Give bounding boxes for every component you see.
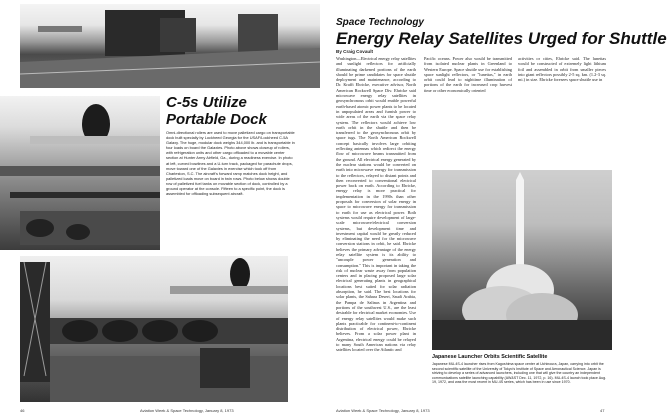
article-column-1: Washington—Electrical energy relay satellites and sunlight reflectors for artificially illuminating darkened portions of the earth should be prime candidates for space shuttle deployment and maintenance, according to Dr. Krafft Ehricke, executive advisor, North American Rockwell Space Div. Ehricke said microwave energy relay satellites in geosynchronous orbit would enable powerful earth-based atomic power plants to be located in unpopulated areas and furnish power to wide areas of the earth via the space relay system. The reflectors would achieve low earth orbit in the shuttle and then be transferred to the geosynchronous orbit by space tugs. The North American Rockwell concept basically involves large orbiting reflecting antennas which redirect the energy flow of microwave beams transmitted from the ground. All electrical energy generated by the nuclear stations would be converted on earth into microwave energy for transmission to the reflectors, relayed to distant points and then reconverted to conventional electrical power back on earth. According to Ehricke, energy relay is more practical for implementation in the 1990s than other proposals for conversion of solar energy in space to microwave energy for transmission to earth for use as electrical power. Both systems would require development of large-scale microwave/electrical conversion systems, but development time and investment capital would be greatly reduced by eliminating the need for the microwave conversion stations in orbit, he said. Ehricke believes the primary advantage of the energy relay satellite system is its ability to "uncouple power generation and consumption." This is important in taking the risk of nuclear waste away from population centers and in placing proposed large solar electrical generating plants in geographical locations best suited for solar radiation absorption, he said. The best locations for solar plants, the Sahara Desert, Saudi Arabia, the Pampa de Salinas in Argentina and portions of the southwest U.S., are the least desirable for electrical market economies. Use of energy relay satellites would make such plants practicable for continent-to-continent distribution of electrical power, Ehricke believes. From a solar power plant in Argentina, electrical energy could be relayed to many South American nations via relay satellites located over the Atlantic and (336, 56, 416, 353)
article-column-2: Pacific oceans. Power also would be transmitted from isolated nuclear plants in Greenland to Western Europe. Space shuttle use for establishing space sunlight reflectors, or "lunettas," in earth orbit could lead to nighttime illumination of portions of the earth for increased crop harvest time or other economically oriented (424, 56, 512, 93)
byline: By Craig Covault (336, 49, 374, 54)
rocket-caption: Japanese MU-4S-4 launcher rises from Kagoshima space center at Uchinoura, Japan, carrying into orbit the second scientific satellite of the University of Tokyo's Institute of Space and Aeronautical Science. Japan is striving to develop a series of advanced launchers, including one that will give the country an independent communications satellite launching capability (AW&ST Dec. 11, 1972, p. 16). MU-4S-4 launch took place Aug. 19, 1972, and was the most recent in MU-4S series, which has been in use since 1970. (432, 362, 607, 385)
c5-aircraft-photo (0, 96, 160, 250)
left-footer: Aviation Week & Space Technology, January 8, 1973 (140, 408, 234, 413)
c5-headline: C-5s Utilize Portable Dock (166, 94, 267, 128)
right-footer: Aviation Week & Space Technology, January 8, 1973 (336, 408, 430, 413)
c5-photo-caption: Omni-directional rollers are used to move palletized cargo on transportable dock built specially by Lockheed Georgia for the USAF/Lockheed C-5A Galaxy. The huge, modular dock weighs 344,000 lb. and is transportable in four loads on board the Galaxies. Photo above shows closeup of rollers, with refrigeration units and other cargo offloaded to a movable center section at Hunter Army Airfield, Ga., during a readiness exercise. In photo at left, curved bowlines and a U-turn track, packaged for parachute drops, move toward one of the Galaxies in exercise which took off from Charleston, S.C. The aircraft's forward ramp matches dock height, and palletized loads move on board in twin rows. Photo below shows double row of palletized fuel tanks on movable section of dock, controlled by a ground operator at the console. Fifteen to a specific point, the dock is assembled for offloading subsequent aircraft. (166, 130, 295, 197)
left-page (0, 0, 316, 420)
rocket-caption-title: Japanese Launcher Orbits Scientific Satellite (432, 354, 548, 360)
right-folio: 47 (600, 408, 605, 413)
hangar-photo (20, 4, 320, 88)
rocket-launch-photo (432, 170, 612, 350)
article-headline: Energy Relay Satellites Urged for Shuttle (336, 29, 667, 48)
dock-fuel-tanks-photo (20, 256, 288, 402)
section-label: Space Technology (336, 17, 424, 28)
left-folio: 46 (20, 408, 25, 413)
article-column-3: activities or cities, Ehricke said. The lunettas would be constructed of extremely light lithium foil and assembled in orbit from smaller pieces into giant reflectors possibly 2-5 sq. km. (1.2-3 sq. mi.) in size. Ehricke foresees space shuttle use in (518, 56, 606, 83)
